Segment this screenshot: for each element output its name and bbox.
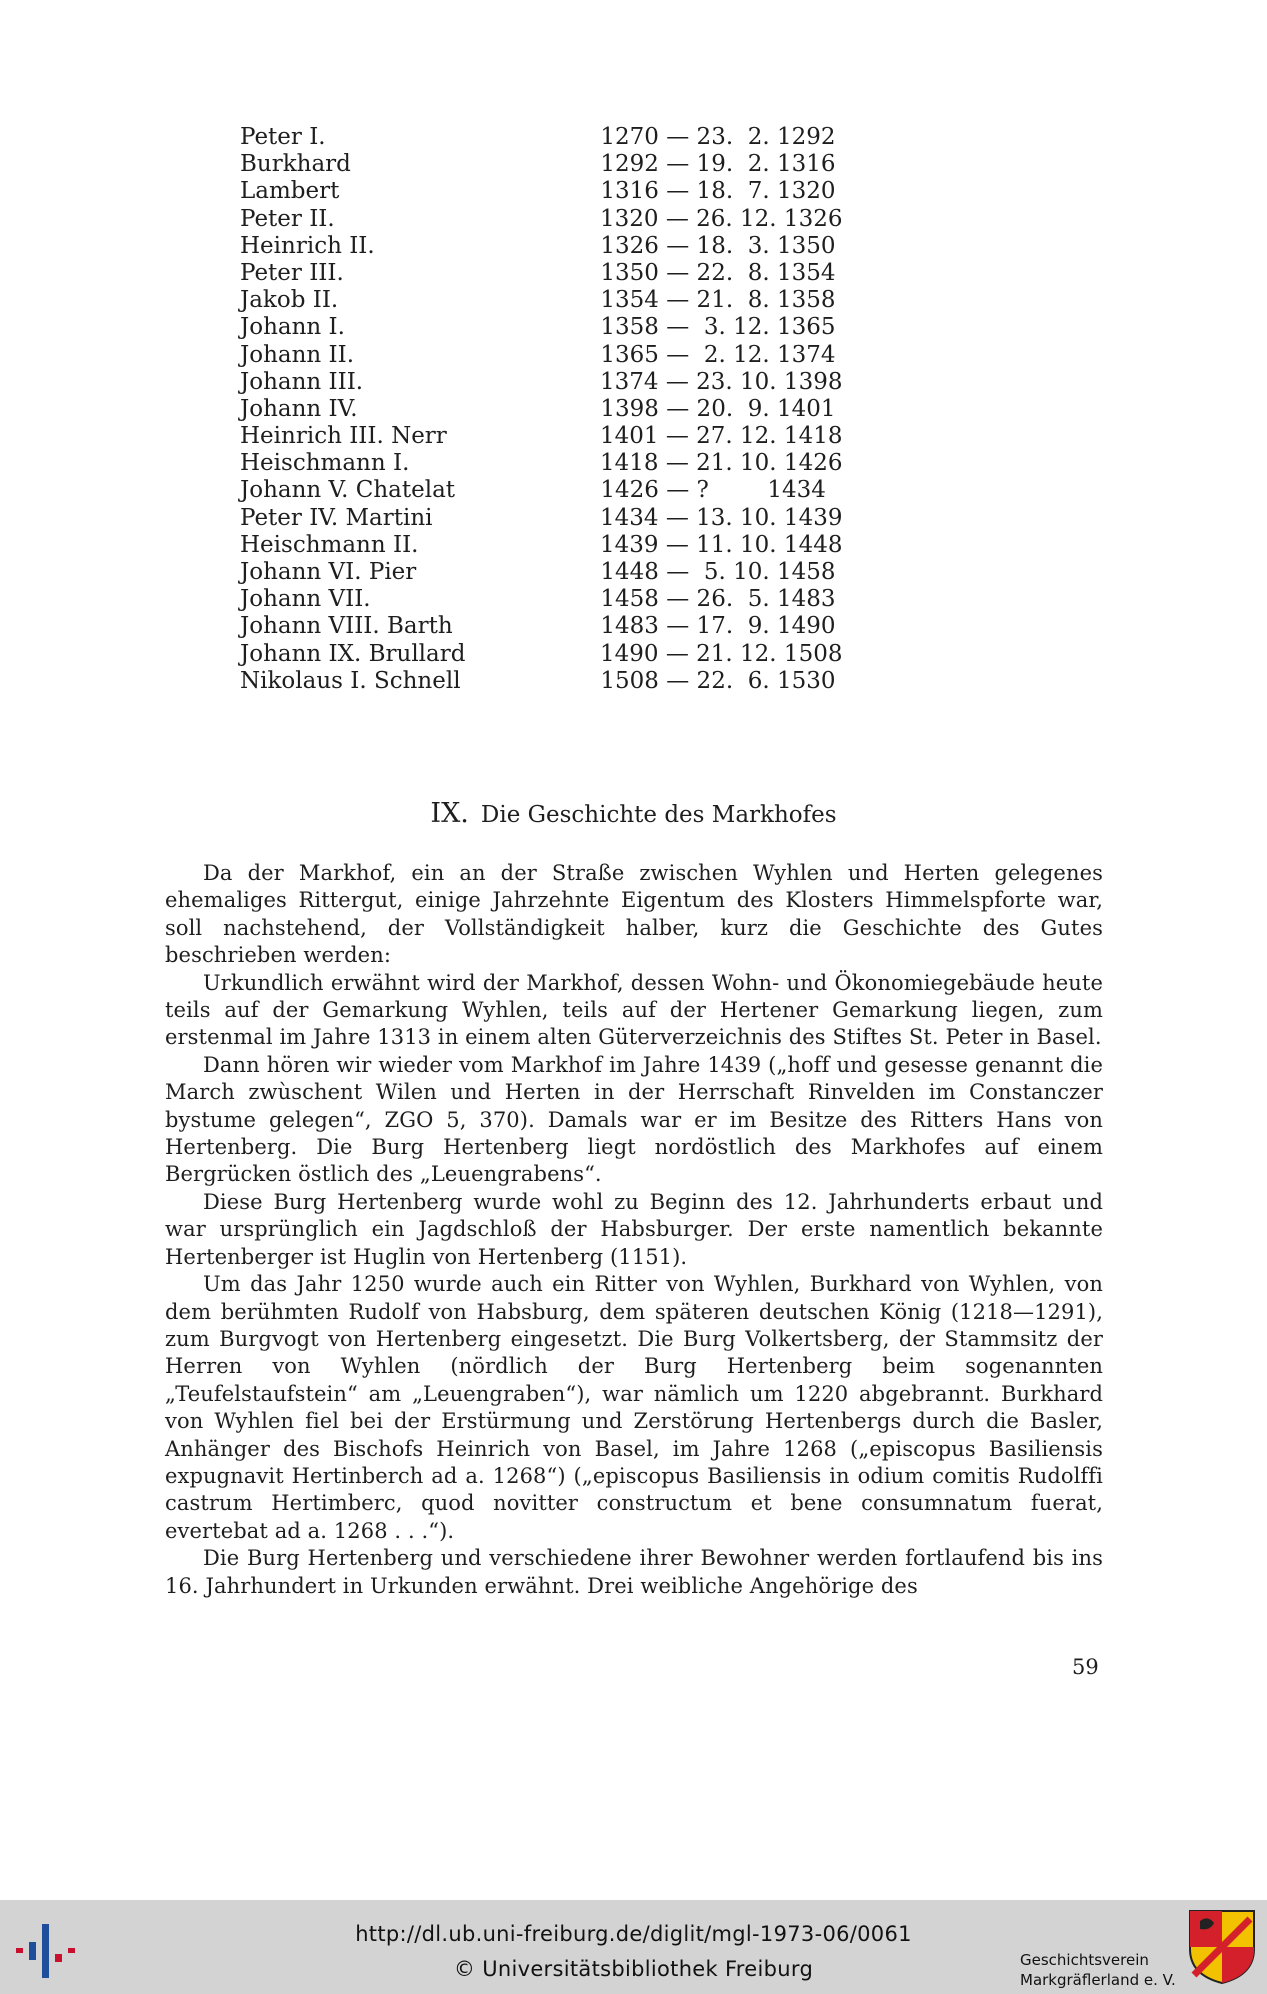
- abbot-dates: 1292 — 19. 2. 1316: [600, 151, 836, 178]
- abbot-row: [240, 668, 840, 695]
- abbot-dates: 1458 — 26. 5. 1483: [600, 586, 836, 613]
- abbot-name: Johann VIII. Barth: [240, 613, 453, 640]
- org-line-1: Geschichtsverein: [1020, 1951, 1149, 1969]
- paragraph: Dann hören wir wieder vom Markhof im Jahre 1439 („hoff und gesesse genannt die March zwùschent Wilen und Herten in der Herrschaft Rinvelden im Constanczer bystume gelegen“, ZGO 5, 370). Damals war er im Besitze des Ritters Hans von Hertenberg. Die Burg Hertenberg liegt nordöstlich des Markhofes auf einem Bergrücken östlich des „Leuengrabens“.: [165, 1052, 1103, 1187]
- section-heading: [0, 798, 1267, 829]
- abbot-dates: 1326 — 18. 3. 1350: [600, 232, 836, 259]
- abbot-name: Johann III.: [240, 368, 364, 395]
- abbot-name: Lambert: [240, 178, 340, 205]
- abbot-row: [240, 531, 843, 559]
- abbot-row: [240, 205, 843, 233]
- abbot-row: [240, 178, 840, 205]
- abbot-row: [240, 586, 840, 613]
- abbot-list: [240, 124, 843, 695]
- abbot-dates: 1354 — 21. 8. 1358: [600, 287, 836, 314]
- abbot-name: Heinrich II.: [240, 232, 375, 259]
- section-number: IX.: [430, 798, 469, 829]
- abbot-dates: 1358 — 3. 12. 1365: [600, 314, 836, 341]
- abbot-name: Nikolaus I. Schnell: [240, 667, 461, 694]
- abbot-row: [240, 477, 840, 504]
- abbot-row: [240, 287, 840, 314]
- abbot-dates: 1270 — 23. 2. 1292: [600, 124, 836, 150]
- abbot-name: Heischmann II.: [240, 531, 419, 558]
- footer-organization: [1020, 1950, 1176, 1990]
- abbot-row: [240, 640, 843, 668]
- abbot-dates: 1320 — 26. 12. 1326: [600, 205, 843, 232]
- abbot-row: [240, 423, 843, 450]
- paragraph: Urkundlich erwähnt wird der Markhof, dessen Wohn- und Ökonomiegebäude heute teils auf der Gemarkung Wyhlen, teils auf der Hertener Gemarkung liegen, zum erstenmal im Jahre 1313 in einem alten Güterverzeichnis des Stiftes St. Peter in Basel.: [165, 970, 1103, 1050]
- abbot-name: Heischmann I.: [240, 450, 410, 477]
- abbot-row: [240, 368, 843, 396]
- abbot-dates: 1401 — 27. 12. 1418: [600, 423, 843, 450]
- abbot-dates: 1483 — 17. 9. 1490: [600, 613, 836, 640]
- abbot-dates: 1350 — 22. 8. 1354: [600, 259, 836, 286]
- abbot-row: [240, 124, 840, 151]
- abbot-name: Johann VII.: [240, 586, 371, 613]
- abbot-dates: 1508 — 22. 6. 1530: [600, 667, 836, 694]
- abbot-name: Johann I.: [240, 314, 345, 341]
- paragraph: Die Burg Hertenberg und verschiedene ihrer Bewohner werden fortlaufend bis ins 16. Jahrhundert in Urkunden erwähnt. Drei weibliche Angehörige des: [165, 1546, 1103, 1598]
- abbot-name: Johann V. Chatelat: [240, 477, 456, 504]
- abbot-dates: 1365 — 2. 12. 1374: [600, 341, 836, 368]
- abbot-name: Peter II.: [240, 205, 335, 232]
- abbot-row: [240, 151, 840, 178]
- abbot-row: [240, 342, 840, 369]
- abbot-row: [240, 233, 840, 260]
- paragraph: Da der Markhof, ein an der Straße zwischen Wyhlen und Herten gelegenes ehemaliges Rittergut, einige Jahrzehnte Eigentum des Klosters Himmelspforte war, soll nachstehend, der Vollständigkeit halber, kurz die Geschichte des Gutes beschrieben werden:: [165, 861, 1103, 968]
- page-number: 59: [1072, 1655, 1099, 1679]
- abbot-row: [240, 314, 840, 341]
- abbot-dates: 1316 — 18. 7. 1320: [600, 178, 836, 205]
- abbot-name: Johann II.: [240, 341, 355, 368]
- abbot-dates: 1439 — 11. 10. 1448: [600, 531, 843, 558]
- abbot-name: Peter IV. Martini: [240, 504, 433, 531]
- abbot-dates: 1374 — 23. 10. 1398: [600, 368, 843, 395]
- footer-bar: [0, 1900, 1267, 1994]
- abbot-dates: 1426 — ? 1434: [600, 477, 826, 504]
- abbot-row: [240, 504, 843, 532]
- abbot-row: [240, 260, 840, 287]
- paragraph: Um das Jahr 1250 wurde auch ein Ritter von Wyhlen, Burkhard von Wyhlen, von dem berühmten Rudolf von Habsburg, dem späteren deutschen König (1218—1291), zum Burgvogt von Hertenberg eingesetzt. Die Burg Volkertsberg, der Stammsitz der Herren von Wyhlen (nördlich der Burg Hertenberg beim sogenannten „Teufelstaufstein“ am „Leuengraben“), war nämlich um 1220 abgebrannt. Burkhard von Wyhlen fiel bei der Erstürmung und Zerstörung Hertenbergs durch die Basler, Anhänger des Bischofs Heinrich von Basel, im Jahre 1268 („episcopus Basiliensis expugnavit Hertinberch ad a. 1268“) („episcopus Basiliensis in odium comitis Rudolffi castrum Hertimberc, quod novitter constructum et bene consumnatum fuerat, evertebat ad a. 1268 . . .“).: [165, 1272, 1103, 1543]
- paragraph: Diese Burg Hertenberg wurde wohl zu Beginn des 12. Jahrhunderts erbaut und war ursprünglich ein Jagdschloß der Habsburger. Der erste namentlich bekannte Hertenberger ist Huglin von Hertenberg (1151).: [165, 1189, 1103, 1269]
- abbot-row: [240, 559, 840, 586]
- abbot-row: [240, 613, 840, 640]
- abbot-name: Heinrich III. Nerr: [240, 423, 447, 450]
- footer-url-link[interactable]: http://dl.ub.uni-freiburg.de/diglit/mgl-1973-06/0061: [355, 1922, 912, 1946]
- footer-copyright: © Universitätsbibliothek Freiburg: [453, 1957, 814, 1981]
- abbot-name: Peter I.: [240, 124, 326, 150]
- abbot-name: Johann VI. Pier: [240, 559, 417, 585]
- abbot-name: Johann IX. Brullard: [240, 640, 466, 667]
- org-line-2: Markgräflerland e. V.: [1020, 1971, 1176, 1989]
- abbot-dates: 1490 — 21. 12. 1508: [600, 640, 843, 667]
- abbot-dates: 1448 — 5. 10. 1458: [600, 559, 836, 585]
- abbot-name: Jakob II.: [240, 287, 339, 314]
- abbot-name: Peter III.: [240, 259, 344, 286]
- abbot-name: Burkhard: [240, 151, 351, 178]
- abbot-dates: 1418 — 21. 10. 1426: [600, 450, 843, 477]
- abbot-dates: 1434 — 13. 10. 1439: [600, 504, 843, 531]
- abbot-row: [240, 450, 843, 477]
- body-text: [165, 860, 1103, 1600]
- coat-of-arms-icon: [1188, 1909, 1256, 1985]
- abbot-dates: 1398 — 20. 9. 1401: [600, 395, 836, 422]
- abbot-name: Johann IV.: [240, 395, 358, 422]
- section-title: Die Geschichte des Markhofes: [480, 802, 837, 828]
- abbot-row: [240, 396, 840, 423]
